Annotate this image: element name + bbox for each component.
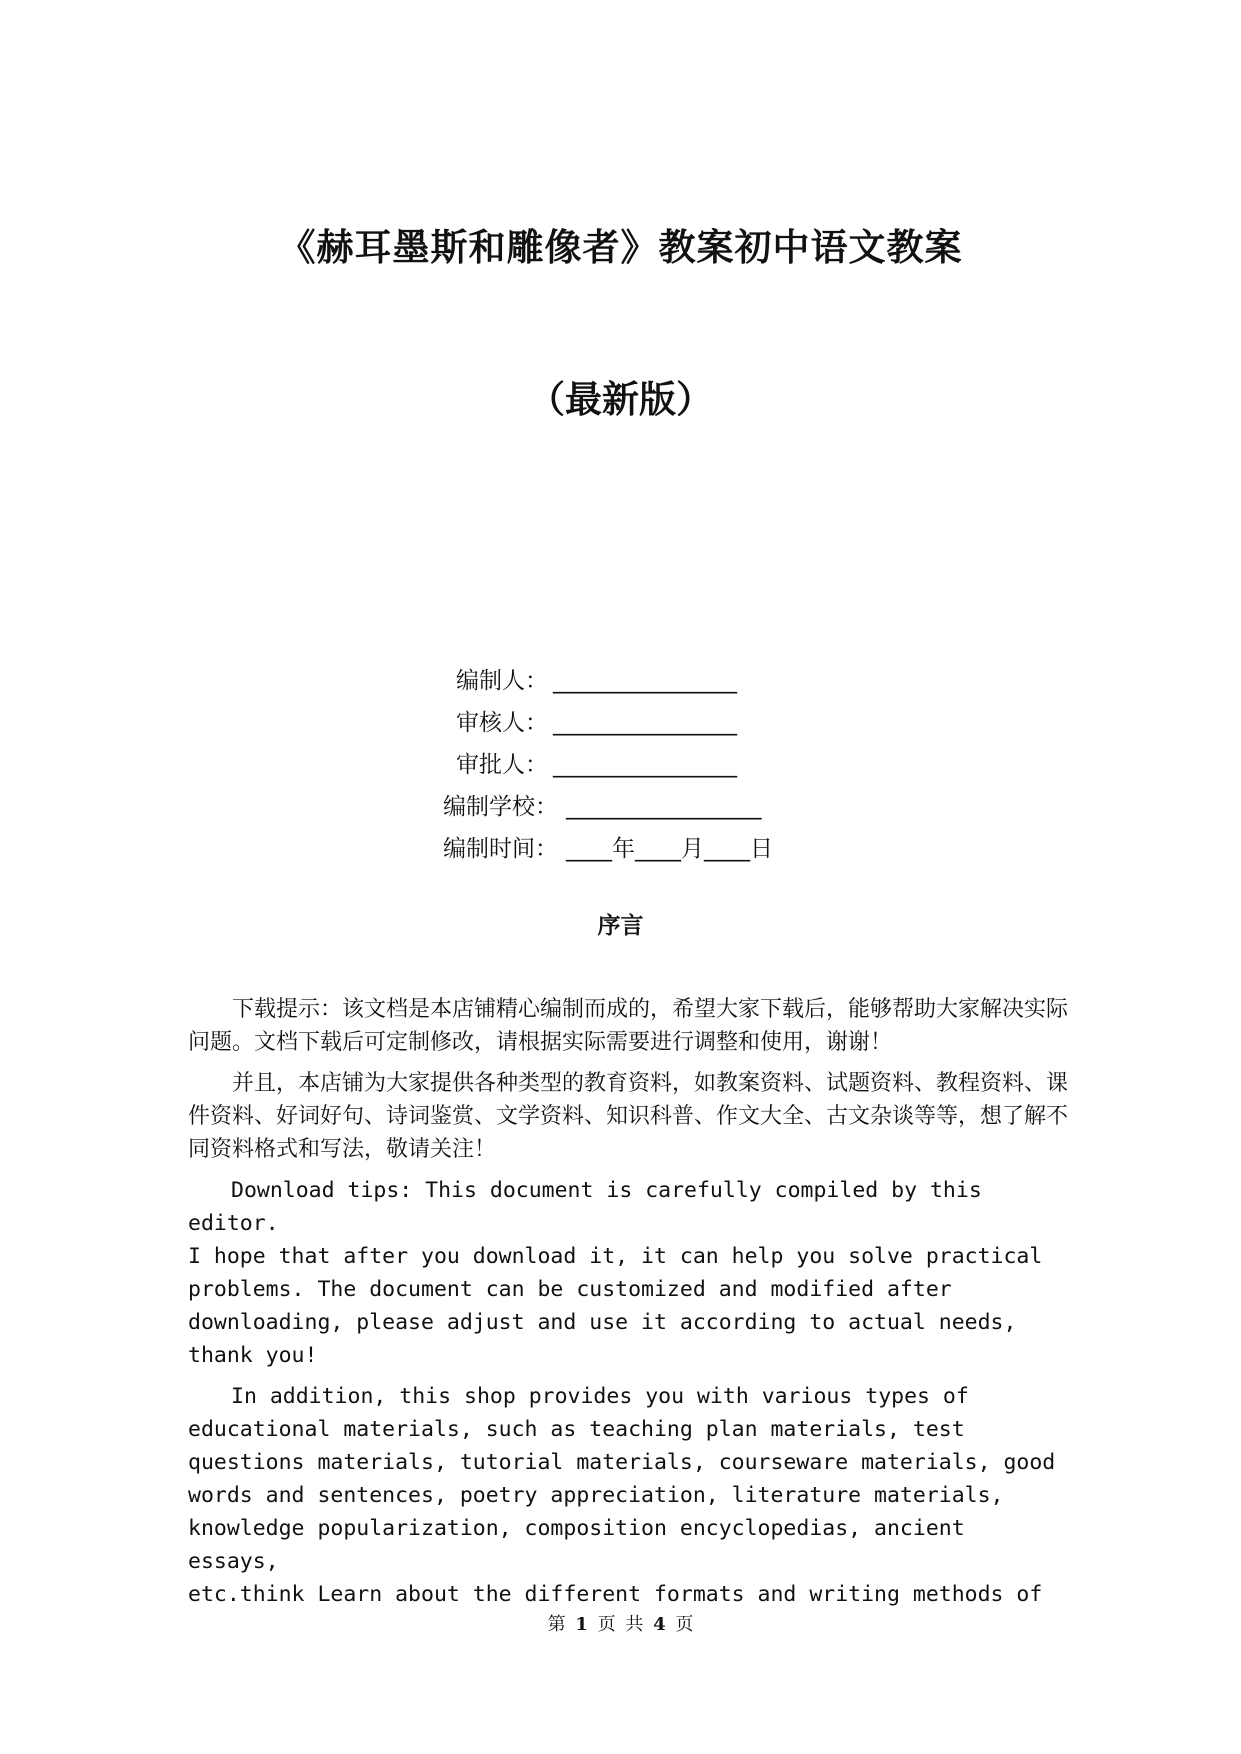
footer-middle: 页 共 <box>597 1614 644 1635</box>
preface-body <box>188 993 1068 1619</box>
field-reviewer <box>0 702 1241 744</box>
field-label: 审批人： <box>456 752 548 778</box>
document-subtitle: （最新版） <box>528 377 713 421</box>
field-label: 编制时间： <box>443 836 558 862</box>
preface-paragraph-english: In addition, this shop provides you with various types of educational materials, such as teaching plan materials, test questions materials, tutorial materials, courseware materials, good words and sentences, poetry appreciation, literature materials, knowledge popularization, composition encyclopedias, ancient essays, etc.think Learn about the different formats and writing methods of <box>188 1384 1056 1607</box>
field-school <box>0 786 1241 828</box>
preface-paragraph-english: Download tips: This document is carefully compiled by this editor. I hope that after you download it, it can help you solve practical problems. The document can be customized and modified after downloading, please adjust and use it according to actual needs, thank you! <box>188 1178 1043 1368</box>
preface-heading: 序言 <box>597 913 644 939</box>
field-blank: ________________ <box>553 752 737 778</box>
field-date <box>0 828 1241 870</box>
field-blank: ________________ <box>553 668 737 694</box>
field-label: 审核人： <box>456 710 548 736</box>
field-blank: _________________ <box>566 794 762 820</box>
document-title: 《赫耳墨斯和雕像者》教案初中语文教案 <box>278 225 963 269</box>
field-approver <box>0 744 1241 786</box>
signature-fields <box>0 660 1241 870</box>
field-preparer <box>0 660 1241 702</box>
field-blank: ____年____月____日 <box>566 836 773 862</box>
current-page-number: 1 <box>575 1614 588 1635</box>
field-label: 编制人： <box>456 668 548 694</box>
footer-prefix: 第 <box>547 1614 566 1635</box>
preface-paragraph: 下载提示：该文档是本店铺精心编制而成的，希望大家下载后，能够帮助大家解决实际问题。文档下载后可定制修改，请根据实际需要进行调整和使用，谢谢！ <box>188 997 1069 1055</box>
total-pages-number: 4 <box>653 1614 666 1635</box>
footer-suffix: 页 <box>675 1614 694 1635</box>
field-blank: ________________ <box>553 710 737 736</box>
page-footer <box>0 1612 1241 1638</box>
field-label: 编制学校： <box>443 794 558 820</box>
preface-paragraph: 并且，本店铺为大家提供各种类型的教育资料，如教案资料、试题资料、教程资料、课件资料、好词好句、诗词鉴赏、文学资料、知识科普、作文大全、古文杂谈等等，想了解不同资料格式和写法，敬请关注！ <box>188 1071 1069 1162</box>
